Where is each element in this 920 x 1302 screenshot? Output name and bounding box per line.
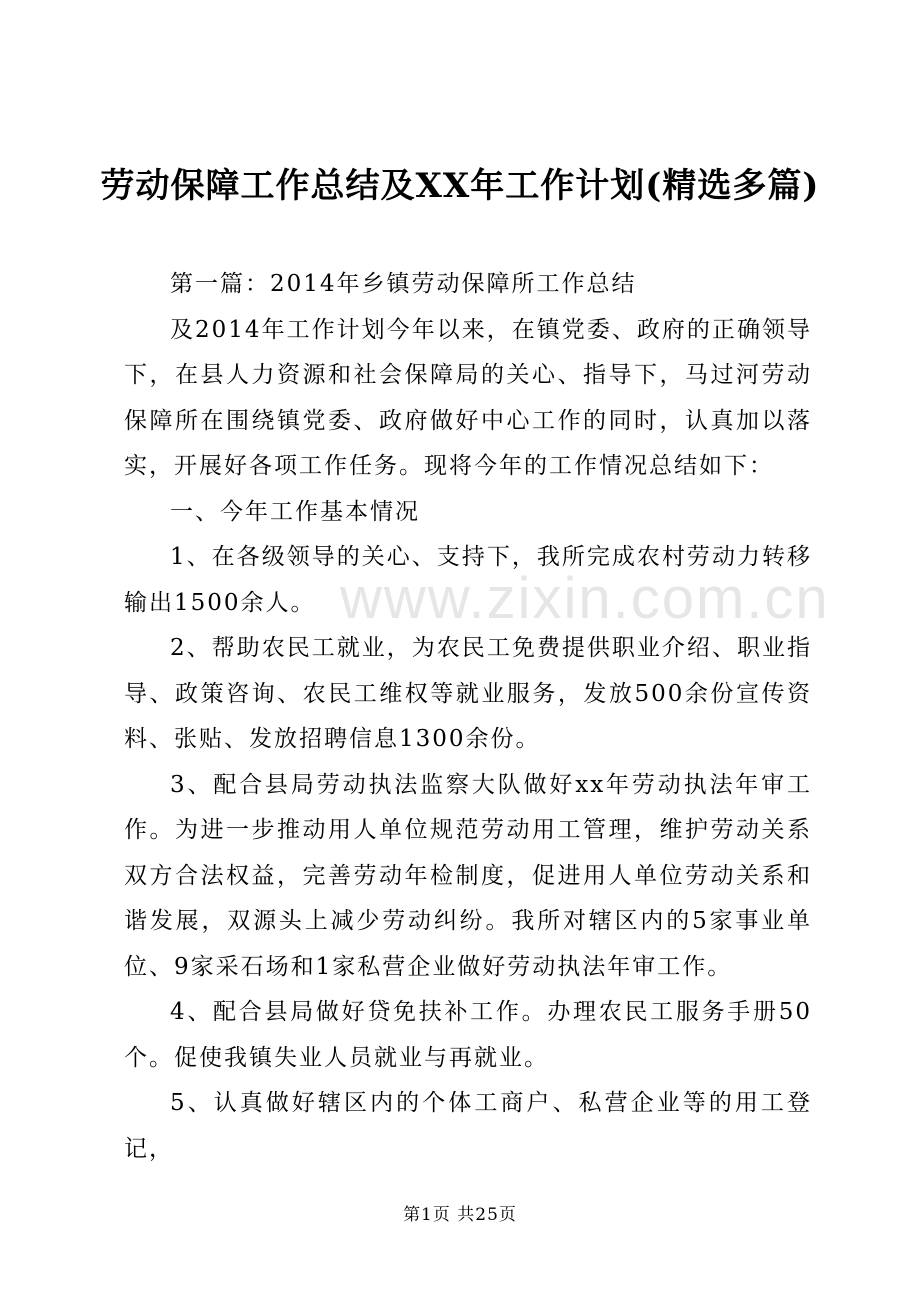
- paragraph-item-4: 4、配合县局做好贷免扶补工作。办理农民工服务手册50个。促使我镇失业人员就业与再就业。: [124, 999, 812, 1071]
- watermark: www.zixin.com.cn: [340, 566, 830, 631]
- document-body: [124, 262, 812, 1172]
- paragraph-intro: 及2014年工作计划今年以来，在镇党委、政府的正确领导下，在县人力资源和社会保障局的关心、指导下，马过河劳动保障所在围绕镇党委、政府做好中心工作的同时，认真加以落实，开展好各项工作任务。现将今年的工作情况总结如下：: [124, 316, 812, 479]
- page-footer: 第1页 共25页: [403, 1205, 517, 1225]
- paragraph-item-1: 1、在各级领导的关心、支持下，我所完成农村劳动力转移输出1500余人。: [124, 544, 812, 616]
- paragraph-item-2: 2、帮助农民工就业，为农民工免费提供职业介绍、职业指导、政策咨询、农民工维权等就业服务，发放500余份宣传资料、张贴、发放招聘信息1300余份。: [124, 635, 812, 752]
- paragraph-item-5: 5、认真做好辖区内的个体工商户、私营企业等的用工登记，: [124, 1090, 812, 1162]
- paragraph-section-heading: 第一篇：2014年乡镇劳动保障所工作总结: [170, 271, 637, 297]
- document-title: 劳动保障工作总结及XX年工作计划(精选多篇): [100, 166, 820, 206]
- paragraph-subheading: 一、今年工作基本情况: [170, 498, 420, 525]
- paragraph-item-3: 3、配合县局劳动执法监察大队做好xx年劳动执法年审工作。为进一步推动用人单位规范劳动用工管理，维护劳动关系双方合法权益，完善劳动年检制度，促进用人单位劳动关系和谐发展，双源头上减少劳动纠纷。我所对辖区内的5家事业单位、9家采石场和1家私营企业做好劳动执法年审工作。: [124, 771, 812, 980]
